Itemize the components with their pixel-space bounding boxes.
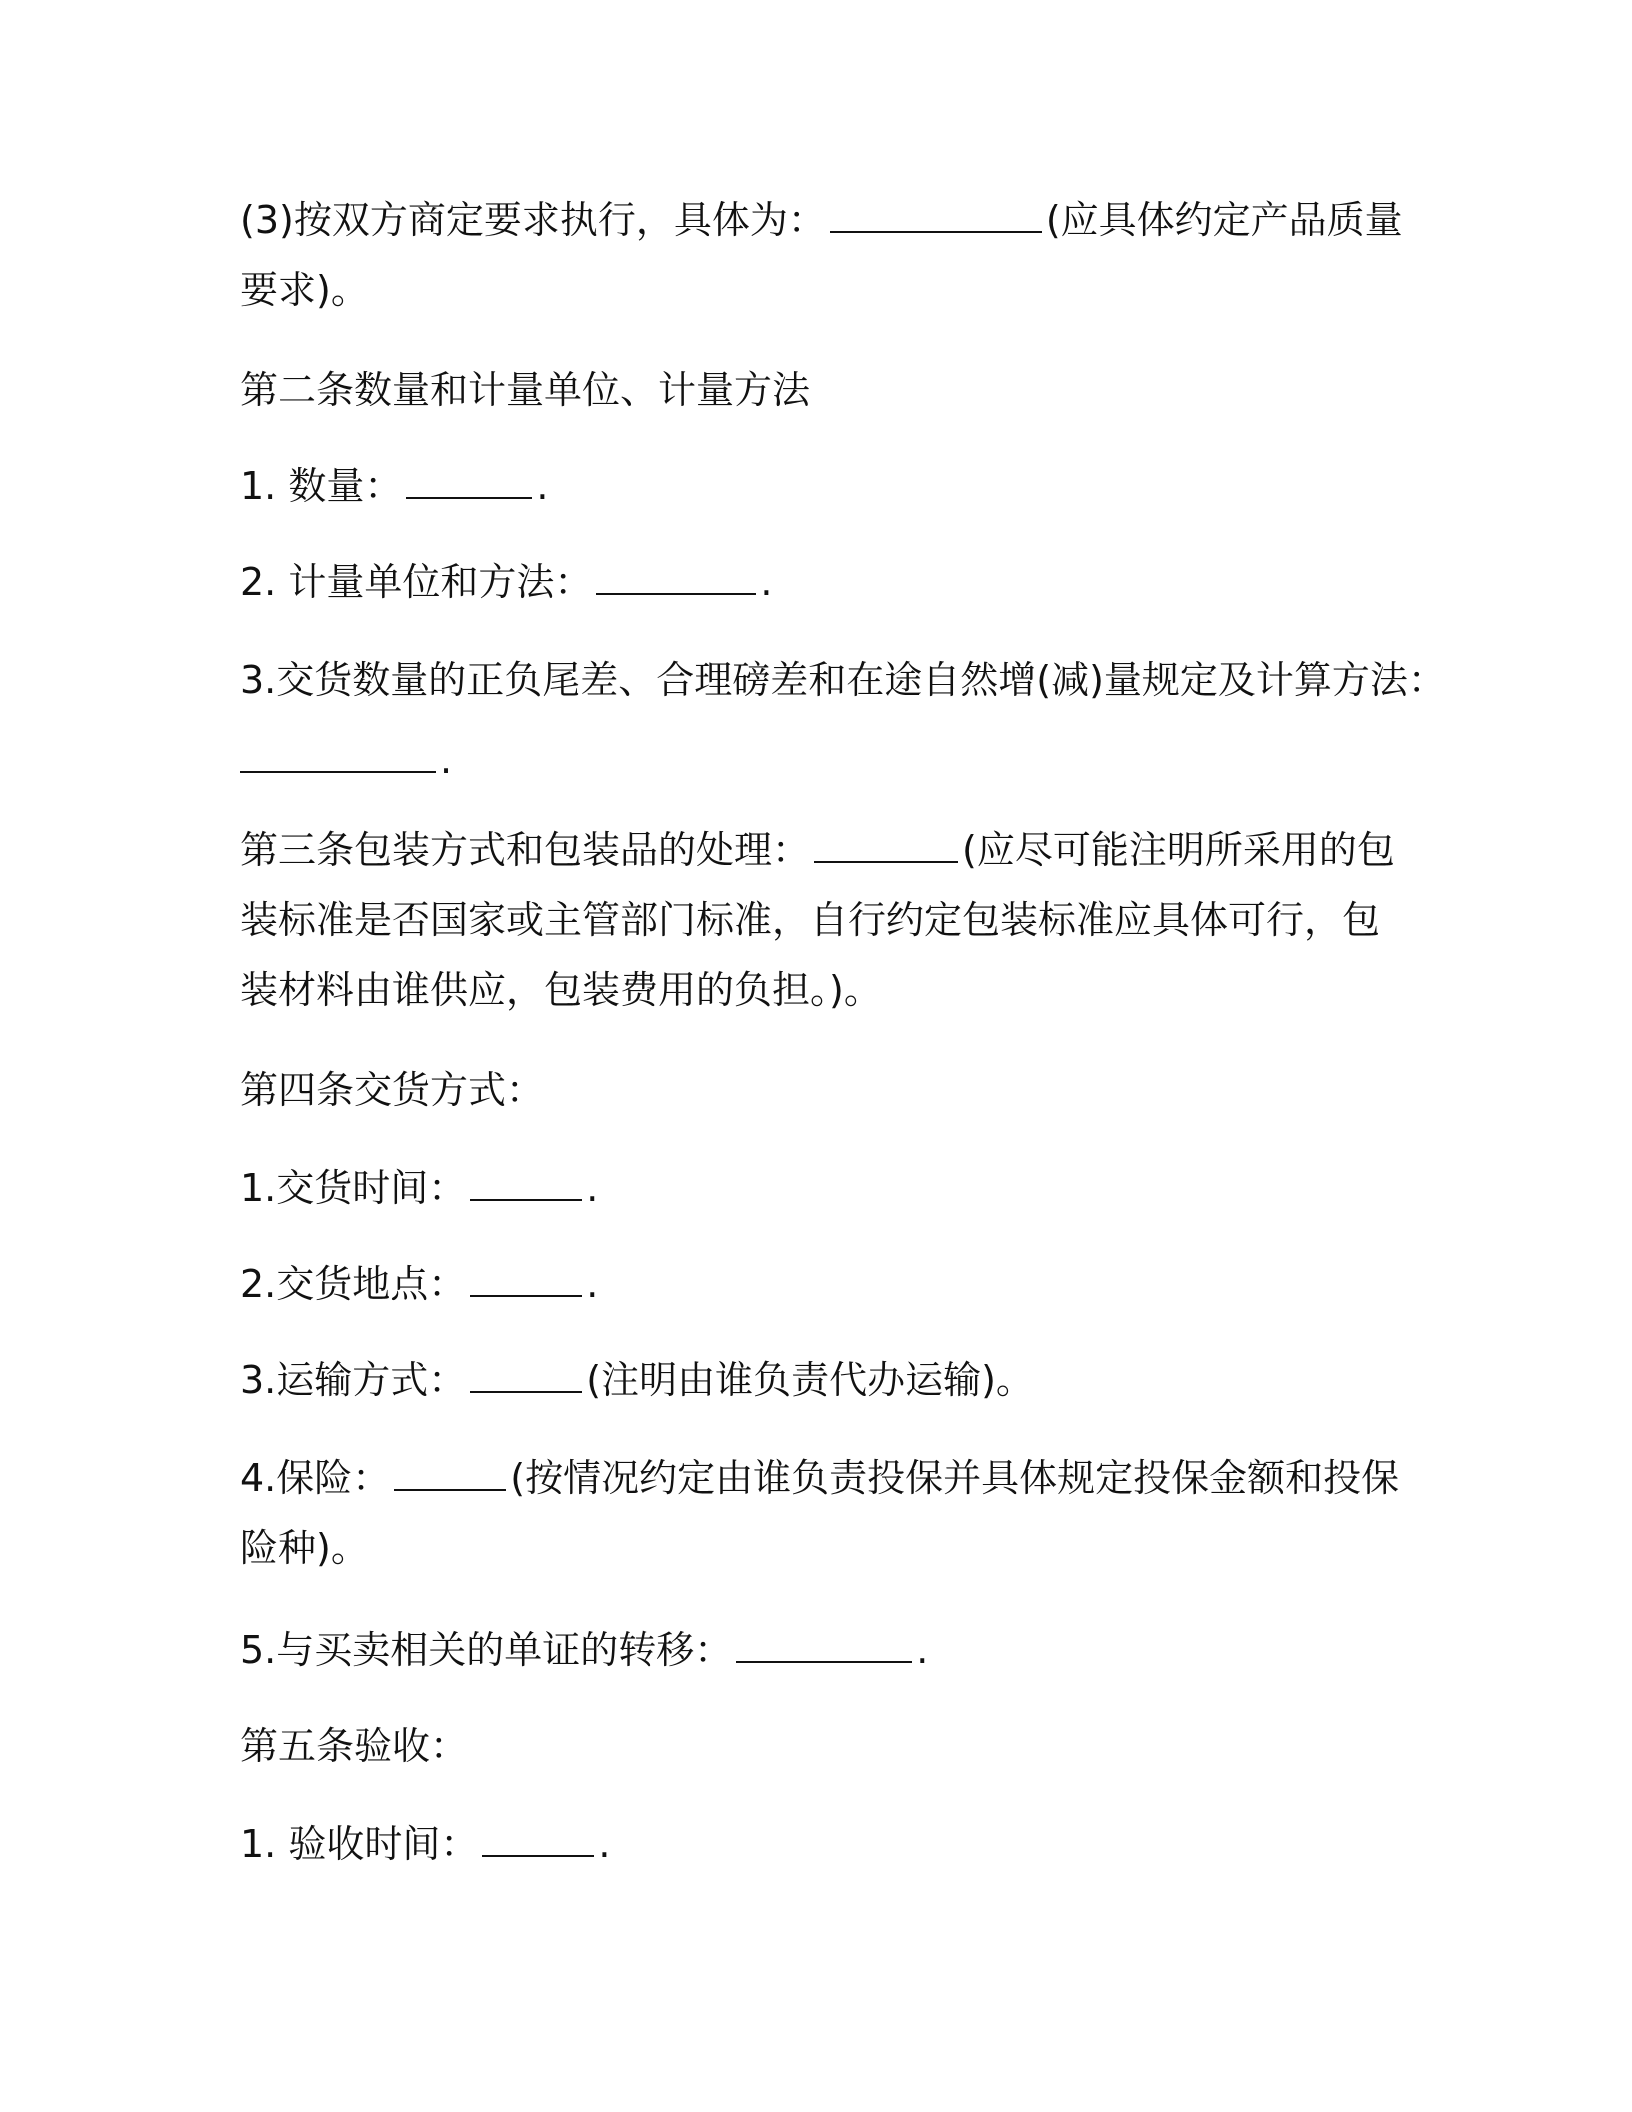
heading-text: 第四条交货方式： [240, 1068, 545, 1112]
fill-in-blank [470, 1357, 582, 1393]
fill-in-blank [240, 737, 436, 773]
text-line-documents [240, 1626, 928, 1674]
line-text: 5.与买卖相关的单证的转移： [240, 1628, 733, 1672]
heading-text: 第二条数量和计量单位、计量方法 [240, 368, 811, 412]
text-line [240, 896, 1380, 944]
line-text: (3)按双方商定要求执行，具体为： [240, 198, 826, 242]
line-text: 第三条包装方式和包装品的处理： [240, 828, 811, 872]
line-text: 装标准是否国家或主管部门标准，自行约定包装标准应具体可行，包 [240, 898, 1381, 942]
text-line-insurance [240, 1454, 1399, 1502]
text-line [240, 1524, 369, 1572]
fill-in-blank [470, 1261, 582, 1297]
fill-in-blank [830, 197, 1042, 233]
line-text-suffix: . [916, 1628, 929, 1672]
line-text-suffix: . [440, 738, 453, 782]
line-text: 3.运输方式： [240, 1358, 467, 1402]
fill-in-blank [394, 1455, 506, 1491]
line-text-suffix: (应尽可能注明所采用的包 [962, 828, 1395, 872]
text-line-inspection-time [240, 1820, 610, 1868]
text-line [240, 966, 882, 1014]
text-line-transport [240, 1356, 1034, 1404]
text-line-blank-only [240, 736, 452, 784]
text-line-unit-method [240, 558, 772, 606]
section-heading-article-5 [240, 1722, 468, 1770]
text-line-delivery-place [240, 1260, 598, 1308]
fill-in-blank [814, 827, 958, 863]
text-line [240, 266, 369, 314]
line-text-suffix: (注明由谁负责代办运输)。 [586, 1358, 1034, 1402]
text-line-quantity [240, 462, 548, 510]
text-line-tolerance [240, 656, 1446, 704]
line-text: 1. 数量： [240, 464, 403, 508]
line-text: 险种)。 [240, 1526, 369, 1570]
line-text-suffix: . [586, 1262, 599, 1306]
line-text: 3.交货数量的正负尾差、合理磅差和在途自然增(减)量规定及计算方法： [240, 658, 1446, 702]
line-text-suffix: . [586, 1166, 599, 1210]
section-heading-article-4 [240, 1066, 544, 1114]
text-line-delivery-time [240, 1164, 598, 1212]
fill-in-blank [470, 1165, 582, 1201]
line-text-suffix: (应具体约定产品质量 [1045, 198, 1403, 242]
line-text: 1.交货时间： [240, 1166, 467, 1210]
line-text-suffix: (按情况约定由谁负责投保并具体规定投保金额和投保 [510, 1456, 1400, 1500]
text-line-quality-requirement [240, 196, 1403, 244]
heading-text: 第五条验收： [240, 1724, 469, 1768]
line-text-suffix: . [760, 560, 773, 604]
line-text: 要求)。 [240, 268, 369, 312]
line-text: 2. 计量单位和方法： [240, 560, 593, 604]
fill-in-blank [736, 1627, 912, 1663]
line-text: 1. 验收时间： [240, 1822, 479, 1866]
line-text-suffix: . [536, 464, 549, 508]
line-text: 装材料由谁供应，包装费用的负担。)。 [240, 968, 882, 1012]
fill-in-blank [596, 559, 756, 595]
fill-in-blank [482, 1821, 594, 1857]
section-heading-article-3 [240, 826, 1395, 874]
line-text-suffix: . [598, 1822, 611, 1866]
line-text: 2.交货地点： [240, 1262, 467, 1306]
fill-in-blank [406, 463, 532, 499]
section-heading-article-2 [240, 366, 810, 414]
line-text: 4.保险： [240, 1456, 391, 1500]
